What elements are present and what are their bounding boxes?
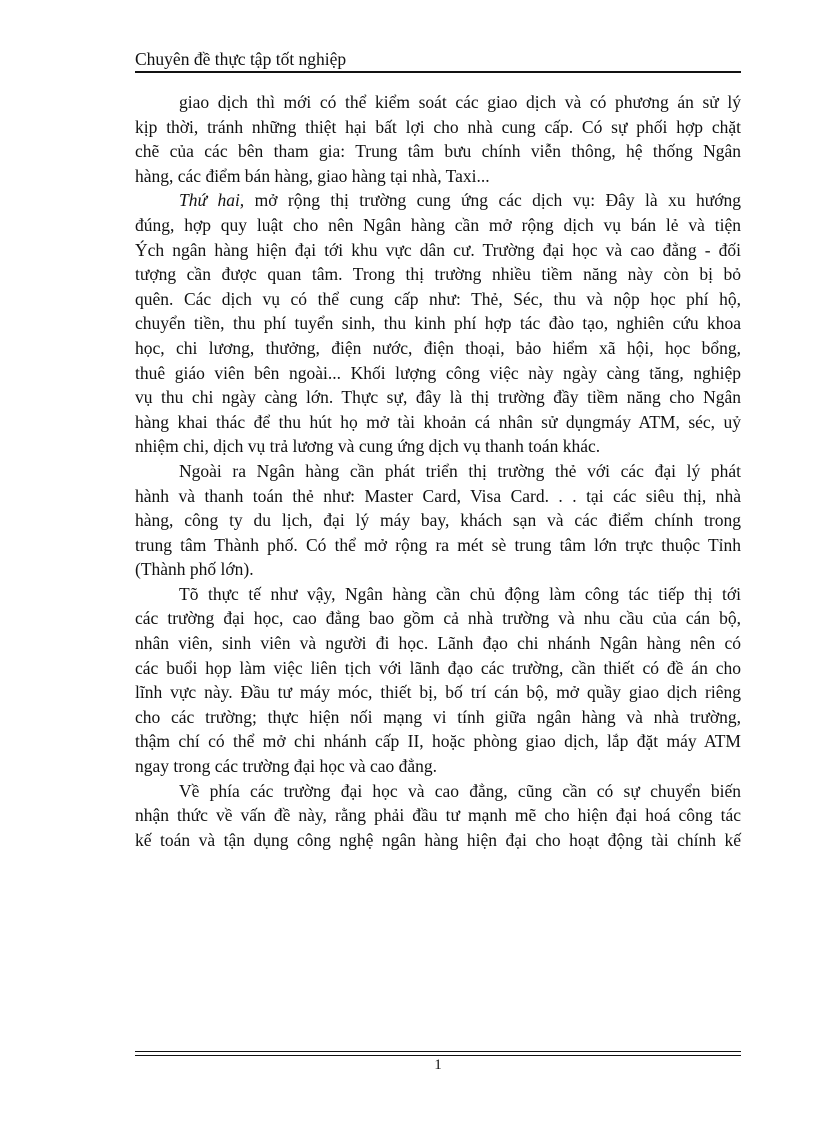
paragraph-line: giao dịch thì mới có thể kiểm soát các giao dịch và có phương án sử lý	[179, 92, 741, 112]
page-number: 1	[434, 1057, 442, 1073]
paragraph-2	[135, 188, 741, 459]
paragraph-line: chẽ của các bên tham gia: Trung tâm bưu chính viễn thông, hệ thống Ngân	[135, 141, 741, 162]
paragraph-3	[135, 459, 741, 582]
paragraph-line: hành và thanh toán thẻ như: Master Card, Visa Card. . . tại các siêu thị, nhà	[135, 485, 741, 506]
paragraph-1	[135, 90, 741, 188]
paragraph-line: vụ thu chi ngày càng lớn. Thực sự, đây là thị trường đầy tiềm năng cho Ngân	[135, 387, 741, 408]
document-body	[135, 90, 741, 852]
paragraph-line: Ých ngân hàng hiện đại tới khu vực dân cư. Trường đại học và cao đẳng - đối	[135, 239, 741, 260]
header-title: Chuyên đề thực tập tốt nghiệp	[135, 49, 347, 69]
paragraph-line: các buổi họp làm việc liên tịch với lãnh đạo các trường, cần thiết có đề án cho	[135, 657, 741, 678]
paragraph-line: tượng cần được quan tâm. Trong thị trường nhiều tiềm năng này còn bị bỏ	[135, 264, 741, 285]
paragraph-line: hàng, các điểm bán hàng, giao hàng tại nhà, Taxi...	[135, 165, 490, 186]
paragraph-line: kế toán và tận dụng công nghệ ngân hàng hiện đại cho hoạt động tài chính kế	[135, 829, 741, 850]
paragraph-line: nhiệm chi, dịch vụ trả lương và cung ứng dịch vụ thanh toán khác.	[135, 436, 601, 457]
paragraph-line: lĩnh vực này. Đầu tư máy móc, thiết bị, bố trí cán bộ, mở quầy giao dịch riêng	[135, 682, 741, 703]
paragraph-line: chuyển tiền, thu phí tuyển sinh, thu kinh phí hợp tác đào tạo, nghiên cứu khoa	[135, 313, 741, 334]
paragraph-line: kịp thời, tránh những thiệt hại bất lợi cho nhà cung cấp. Có sự phối hợp chặt	[135, 116, 741, 137]
paragraph-line: quên. Các dịch vụ có thể cung cấp như: Thẻ, Séc, thu và nộp học phí hộ,	[135, 288, 741, 309]
header-rule	[135, 71, 741, 73]
paragraph-line: nhân viên, sinh viên và người đi học. Lãnh đạo chi nhánh Ngân hàng nên có	[135, 633, 741, 654]
paragraph-line: (Thành phố lớn).	[135, 559, 254, 580]
paragraph-line: hàng khai thác để thu hút họ mở tài khoản cá nhân sử dụngmáy ATM, séc, uỷ	[135, 411, 741, 432]
paragraph-line-first	[135, 188, 741, 213]
paragraph-line: Tõ thực tế như vậy, Ngân hàng cần chủ động làm công tác tiếp thị tới	[179, 583, 741, 604]
italic-lead: Thứ hai,	[179, 190, 245, 211]
paragraph-line: học, chi lương, thưởng, điện nước, điện thoại, bảo hiểm xã hội, học bổng,	[135, 337, 741, 358]
paragraph-line: cho các trường; thực hiện nối mạng vi tính giữa ngân hàng và nhà trường,	[135, 706, 741, 727]
paragraph-5	[135, 779, 741, 853]
paragraph-line: các trường đại học, cao đẳng bao gồm cả nhà trường và nhu cầu của cán bộ,	[135, 608, 741, 629]
page-header	[135, 48, 741, 70]
paragraph-line: hàng, công ty du lịch, đại lý máy bay, khách sạn và các điểm chính trong	[135, 510, 741, 531]
paragraph-line: Ngoài ra Ngân hàng cần phát triển thị trường thẻ với các đại lý phát	[179, 460, 741, 481]
paragraph-line: Về phía các trường đại học và cao đẳng, cũng cần có sự chuyển biến	[179, 780, 741, 801]
paragraph-line-text: mở rộng thị trường cung ứng các dịch vụ: Đây là xu hướng	[244, 190, 742, 211]
paragraph-line: trung tâm Thành phố. Có thể mở rộng ra mét sè trung tâm lớn trực thuộc Tỉnh	[135, 534, 741, 555]
paragraph-line: đúng, hợp quy luật cho nên Ngân hàng cần mở rộng dịch vụ bán lẻ và tiện	[135, 214, 741, 235]
paragraph-4	[135, 582, 741, 779]
paragraph-line: thuê giáo viên bên ngoài... Khối lượng công việc này ngày càng tăng, nghiệp	[135, 362, 741, 383]
footer-rule-top	[135, 1051, 741, 1052]
paragraph-line: nhận thức về vấn đề này, rằng phải đầu tư mạnh mẽ cho hiện đại hoá công tác	[135, 805, 741, 826]
paragraph-line: ngay trong các trường đại học và cao đẳng.	[135, 756, 438, 777]
paragraph-line: thậm chí có thể mở chi nhánh cấp II, hoặc phòng giao dịch, lắp đặt máy ATM	[135, 731, 741, 752]
